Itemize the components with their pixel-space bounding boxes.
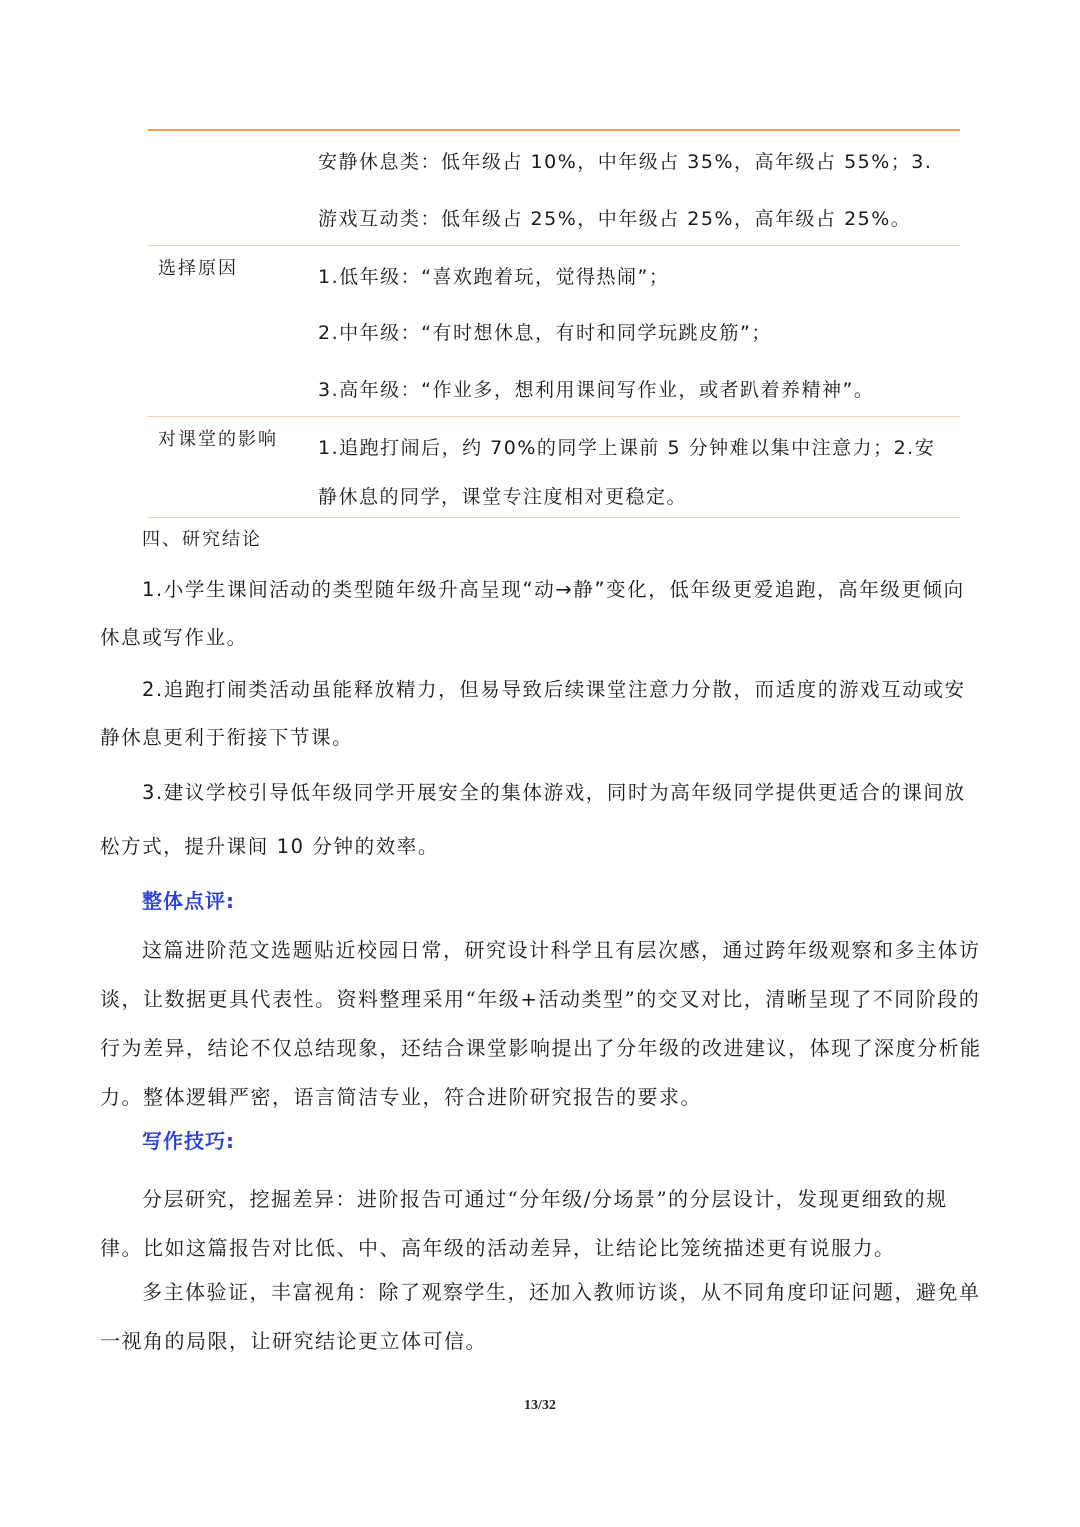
review-heading: 整体点评: — [142, 889, 235, 913]
impact-line: 静休息的同学，课堂专注度相对更稳定。 — [318, 486, 688, 508]
table-bottom-border — [148, 517, 960, 518]
table-top-border — [148, 129, 960, 131]
table-row-divider — [148, 245, 960, 246]
conclusion-item: 3.建议学校引导低年级同学开展安全的集体游戏，同时为高年级同学提供更适合的课间放松方式，提升课间 10 分钟的效率。 — [100, 781, 966, 858]
review-text: 这篇进阶范文选题贴近校园日常，研究设计科学且有层次感，通过跨年级观察和多主体访谈，让数据更具代表性。资料整理采用“年级+活动类型”的交叉对比，清晰呈现了不同阶段的行为差异，结论不仅总结现象，还结合课堂影响提出了分年级的改进建议，体现了深度分析能力。整体逻辑严密，语言简洁专业，符合进阶研究报告的要求。 — [100, 938, 982, 1109]
conclusion-item: 2.追跑打闹类活动虽能释放精力，但易导致后续课堂注意力分散，而适度的游戏互动或安静休息更利于衔接下节课。 — [100, 678, 966, 749]
tips-heading: 写作技巧: — [142, 1129, 235, 1153]
activity-line: 安静休息类：低年级占 10%，中年级占 35%，高年级占 55%；3. — [318, 151, 933, 173]
tips-item: 多主体验证，丰富视角：除了观察学生，还加入教师访谈，从不同角度印证问题，避免单一视角的局限，让研究结论更立体可信。 — [100, 1280, 981, 1353]
reason-line: 1.低年级：“喜欢跑着玩，觉得热闹”； — [318, 266, 670, 288]
reason-line: 2.中年级：“有时想休息，有时和同学玩跳皮筋”； — [318, 322, 772, 344]
reason-label: 选择原因 — [158, 258, 238, 279]
page-number: 13/32 — [524, 1398, 556, 1413]
tips-item: 分层研究，挖掘差异：进阶报告可通过“分年级/分场景”的分层设计，发现更细致的规律。比如这篇报告对比低、中、高年级的活动差异，让结论比笼统描述更有说服力。 — [100, 1187, 948, 1260]
conclusion-heading: 四、研究结论 — [142, 529, 262, 550]
impact-line: 1.追跑打闹后，约 70%的同学上课前 5 分钟难以集中注意力；2.安 — [318, 437, 936, 459]
conclusion-item: 1.小学生课间活动的类型随年级升高呈现“动→静”变化，低年级更爱追跑，高年级更倾向休息或写作业。 — [100, 578, 965, 649]
reason-line: 3.高年级：“作业多，想利用课间写作业，或者趴着养精神”。 — [318, 379, 875, 401]
impact-label: 对课堂的影响 — [158, 429, 278, 450]
table-row-divider — [148, 416, 960, 417]
activity-line: 游戏互动类：低年级占 25%，中年级占 25%，高年级占 25%。 — [318, 208, 912, 230]
